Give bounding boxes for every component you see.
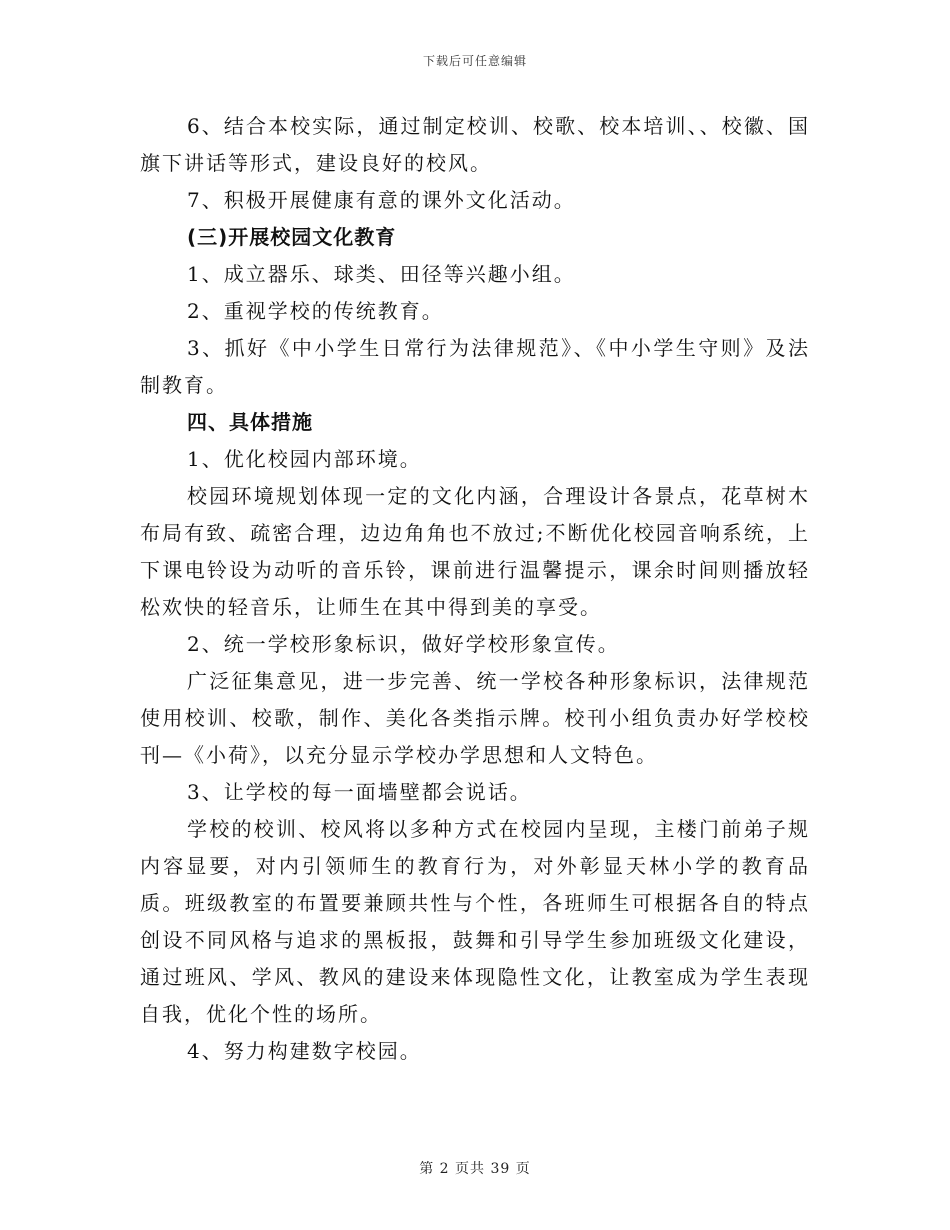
paragraph-item-3-legal-education: 3、抓好《中小学生日常行为法律规范》、《中小学生守则》及法制教育。 [140,336,810,397]
paragraph-measure-2-title: 2、统一学校形象标识，做好学校形象宣传。 [187,632,620,656]
page-number-footer: 第 2 页共 39 页 [419,1161,531,1177]
paragraph-measure-3-body: 学校的校训、校风将以多种方式在校园内呈现，主楼门前弟子规内容显要，对内引领师生的教育行为，对外彰显天林小学的教育品质。班级教室的布置要兼顾共性与个性，各班师生可根据各自的特点创设不同风格与追求的黑板报，鼓舞和引导学生参加班级文化建设，通过班风、学风、教风的建设来体现隐性文化，让教室成为学生表现自我，优化个性的场所。 [140,817,810,1026]
paragraph-item-7: 7、积极开展健康有意的课外文化活动。 [187,188,576,212]
paragraph-measure-1-title: 1、优化校园内部环境。 [187,447,422,471]
paragraph-measure-1-body: 校园环境规划体现一定的文化内涵，合理设计各景点，花草树木布局有致、疏密合理，边边角角也不放过;不断优化校园音响系统，上下课电铃设为动听的音乐铃，课前进行温馨提示，课余时间则播放轻松欢快的轻音乐，让师生在其中得到美的享受。 [140,484,810,619]
paragraph-item-2-tradition: 2、重视学校的传统教育。 [187,299,444,323]
paragraph-measure-4-title: 4、努力构建数字校园。 [187,1039,422,1063]
page-header: 下载后可任意编辑 [422,54,527,68]
section-heading-specific-measures: 四、具体措施 [187,410,313,434]
paragraph-item-1-interest-groups: 1、成立器乐、球类、田径等兴趣小组。 [187,262,576,286]
paragraph-measure-2-body: 广泛征集意见，进一步完善、统一学校各种形象标识，法律规范使用校训、校歌，制作、美化各类指示牌。校刊小组负责办好学校校刊—《小荷》，以充分显示学校办学思想和人文特色。 [140,669,810,767]
paragraph-measure-3-title: 3、让学校的每一面墙壁都会说话。 [187,780,532,804]
paragraph-item-6: 6、结合本校实际，通过制定校训、校歌、校本培训、、校徽、国旗下讲话等形式，建设良好的校风。 [140,114,810,175]
document-body [140,108,810,1070]
section-heading-campus-culture-education: (三)开展校园文化教育 [187,225,397,249]
